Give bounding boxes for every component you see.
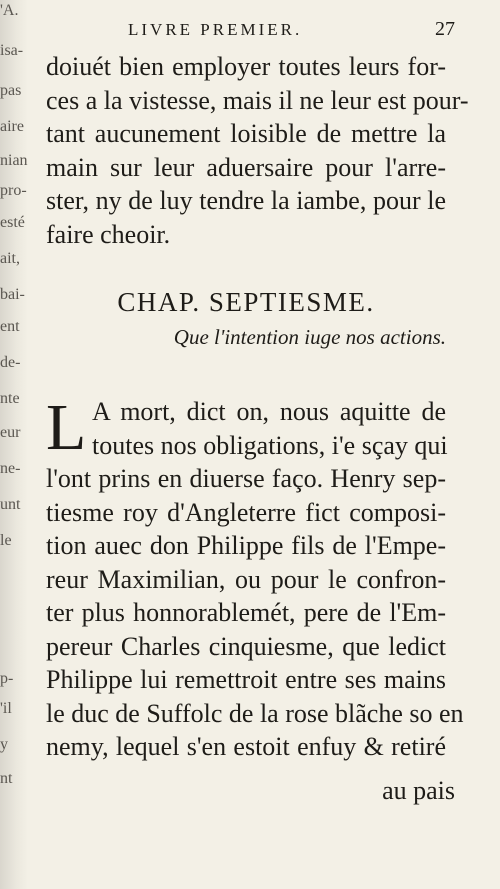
gutter-fragment: bai-: [0, 286, 25, 303]
body-text-chapter: [46, 462, 464, 764]
text-line: tant aucunement loisible de mettre la: [46, 119, 446, 148]
gutter-fragment: unt: [0, 496, 21, 513]
gutter-fragment: eur: [0, 424, 21, 441]
text-line: ces a la vistesse, mais il ne leur est pour-: [46, 85, 469, 115]
gutter-fragment: de-: [0, 354, 21, 371]
chapter-subtitle: Que l'intention iuge nos actions.: [173, 325, 446, 349]
book-page: [28, 0, 500, 889]
gutter-fragment: p-: [0, 670, 14, 687]
text-line: nemy, lequel s'en estoit enfuy & retiré: [46, 732, 446, 761]
gutter-fragment: le: [0, 532, 12, 549]
facing-page-gutter: [0, 0, 28, 889]
text-line: ster, ny de luy tendre la iambe, pour le: [46, 186, 446, 215]
catchword: au pais: [382, 776, 455, 805]
gutter-fragment: pro-: [0, 182, 27, 199]
gutter-fragment: ent: [0, 318, 20, 335]
gutter-fragment: nte: [0, 390, 20, 407]
text-line: le duc de Suffolc de la rose blãche so en: [46, 698, 464, 728]
text-line: doiuét bien employer toutes leurs for-: [46, 52, 446, 81]
gutter-fragment: esté: [0, 214, 25, 231]
gutter-fragment: 'il: [0, 700, 12, 717]
gutter-fragment: 'A.: [0, 2, 19, 19]
text-line: main sur leur aduersaire pour l'arre-: [46, 152, 446, 182]
gutter-fragment: y: [0, 736, 8, 753]
drop-capital: L: [46, 391, 87, 464]
gutter-fragment: nt: [0, 770, 13, 787]
page-header: [100, 18, 455, 46]
gutter-fragment: nian: [0, 152, 28, 169]
text-line: Philippe lui remettroit entre ses mains: [46, 665, 446, 694]
text-line: pereur Charles cinquiesme, que ledict: [46, 631, 446, 661]
gutter-fragment: pas: [0, 82, 22, 99]
text-line: faire cheoir.: [46, 219, 171, 249]
body-text-top: [46, 50, 469, 251]
text-line: reur Maximilian, ou pour le confron-: [46, 564, 446, 594]
text-line: ter plus honnorablemét, pere de l'Em-: [46, 598, 446, 627]
text-line: tion auec don Philippe fils de l'Empe-: [46, 531, 446, 560]
gutter-fragment: ait,: [0, 250, 20, 267]
dropcap-indented-lines: [92, 395, 446, 462]
gutter-fragment: isa-: [0, 42, 24, 59]
text-line: A mort, dict on, nous aquitte de: [92, 397, 446, 426]
text-line: l'ont prins en diuerse faço. Henry sep-: [46, 464, 446, 493]
chapter-title: CHAP. SEPTIESME.: [117, 287, 375, 317]
gutter-fragment: aire: [0, 118, 24, 135]
running-head: LIVRE PREMIER.: [128, 20, 303, 39]
text-line: tiesme roy d'Angleterre fict composi-: [46, 497, 446, 527]
gutter-fragment: ne-: [0, 460, 21, 477]
page-number: 27: [435, 18, 455, 40]
text-line: toutes nos obligations, i'e sçay qui: [92, 430, 448, 460]
